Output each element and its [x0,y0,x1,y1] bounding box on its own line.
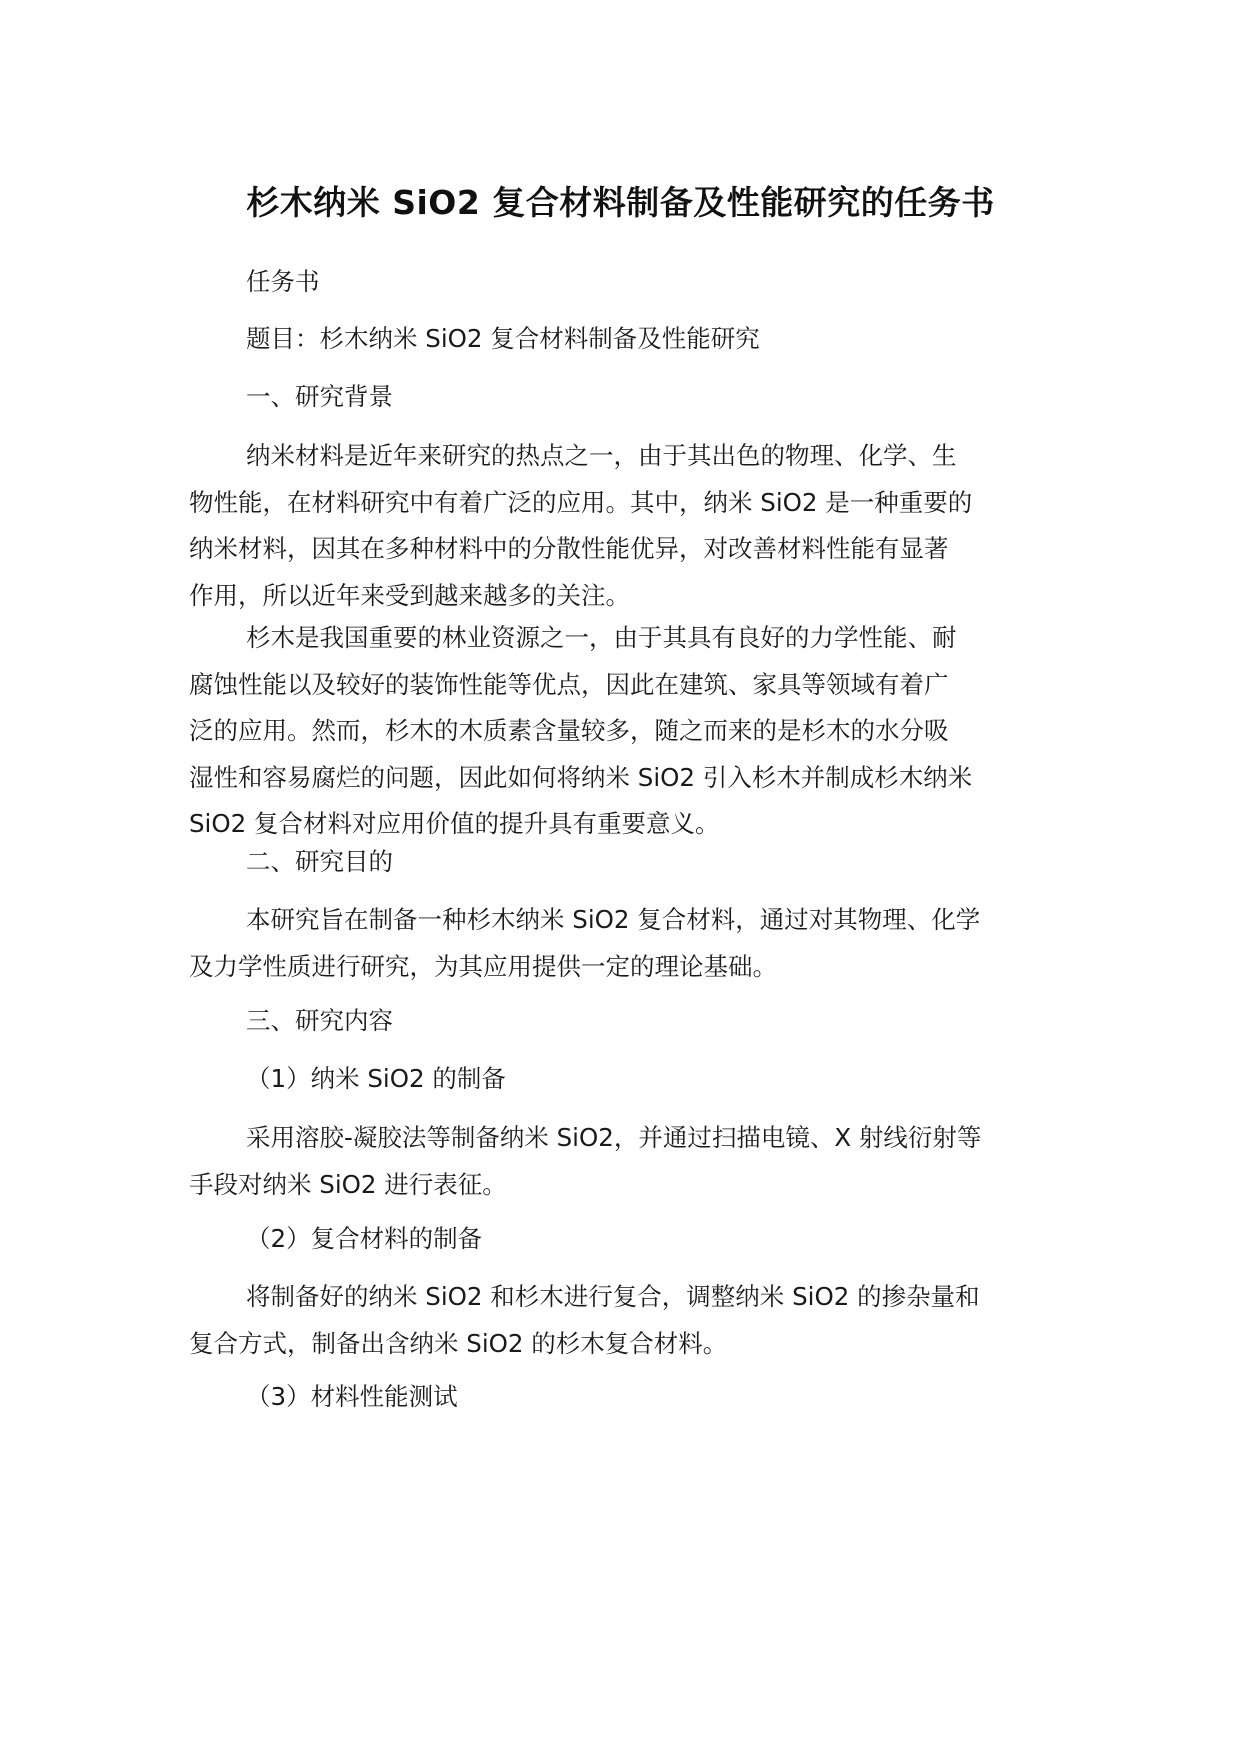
paragraph-background-2 [189,615,1053,848]
subheading-performance-testing: （3）材料性能测试 [246,1382,458,1411]
paragraph-line: 本研究旨在制备一种杉木纳米 SiO2 复合材料，通过对其物理、化学 [246,905,981,934]
document-title: 杉木纳米 SiO2 复合材料制备及性能研究的任务书 [246,183,995,222]
paragraph-line: 复合方式，制备出含纳米 SiO2 的杉木复合材料。 [189,1328,728,1358]
paragraph-line: 纳米材料是近年来研究的热点之一，由于其出色的物理、化学、生 [246,441,957,470]
section-heading-background: 一、研究背景 [246,382,393,411]
task-label: 任务书 [246,267,320,296]
paragraph-purpose [189,897,1053,990]
paragraph-sio2-preparation [189,1115,1053,1208]
paragraph-line: 将制备好的纳米 SiO2 和杉木进行复合，调整纳米 SiO2 的掺杂量和 [246,1282,980,1311]
paragraph-line: 物性能，在材料研究中有着广泛的应用。其中，纳米 SiO2 是一种重要的 [189,487,973,517]
paragraph-line: 及力学性质进行研究，为其应用提供一定的理论基础。 [189,951,777,981]
paragraph-line: 纳米材料，因其在多种材料中的分散性能优异，对改善材料性能有显著 [189,534,949,563]
topic-line: 题目：杉木纳米 SiO2 复合材料制备及性能研究 [246,324,760,353]
paragraph-line: 湿性和容易腐烂的问题，因此如何将纳米 SiO2 引入杉木并制成杉木纳米 [189,762,973,792]
paragraph-line: 作用，所以近年来受到越来越多的关注。 [189,580,630,610]
paragraph-line: 腐蚀性能以及较好的装饰性能等优点，因此在建筑、家具等领域有着广 [189,669,949,699]
paragraph-background-1 [189,433,1053,619]
paragraph-line: 杉木是我国重要的林业资源之一，由于其具有良好的力学性能、耐 [246,623,957,652]
section-heading-purpose: 二、研究目的 [246,847,393,876]
paragraph-composite-preparation [189,1274,1053,1367]
subheading-sio2-preparation: （1）纳米 SiO2 的制备 [246,1064,506,1093]
section-heading-content: 三、研究内容 [246,1006,393,1035]
paragraph-line: 采用溶胶-凝胶法等制备纳米 SiO2，并通过扫描电镜、X 射线衍射等 [246,1123,982,1152]
paragraph-line: 手段对纳米 SiO2 进行表征。 [189,1169,507,1199]
paragraph-line: 泛的应用。然而，杉木的木质素含量较多，随之而来的是杉木的水分吸 [189,716,949,745]
paragraph-line: SiO2 复合材料对应用价值的提升具有重要意义。 [189,809,720,838]
subheading-composite-preparation: （2）复合材料的制备 [246,1224,483,1253]
